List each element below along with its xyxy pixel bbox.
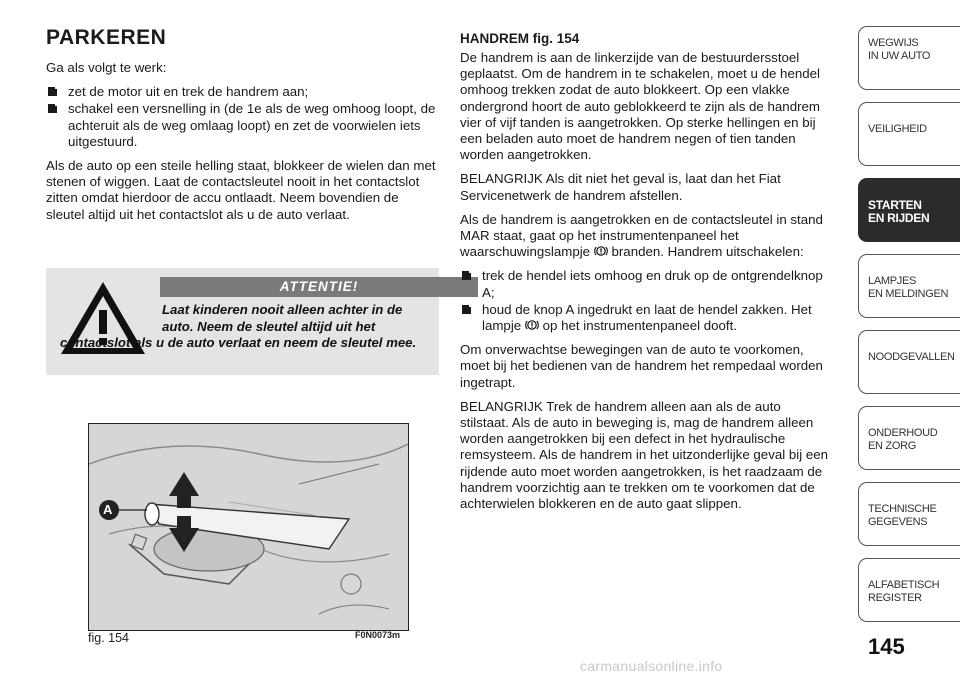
slope-paragraph: Als de auto op een steile helling staat, blokkeer de wielen dan met stenen of wiggen. Laat de contactsleutel nooit in het contactslot zitten omdat hierdoor de accu ontlaadt. Neem bovendien de sleutel altijd uit het contactslot als u de auto verlaat. — [46, 158, 436, 222]
tab-wegwijs[interactable]: WEGWIJS IN UW AUTO — [858, 26, 960, 90]
list-item: schakel een versnelling in (de 1e als de weg omhoog loopt, de achteruit als de weg omlaag loopt) en zet de voorwielen iets uitgestuurd. — [46, 101, 440, 150]
checkbox-bullet-icon — [48, 104, 57, 113]
watermark: carmanualsonline.info — [580, 658, 723, 674]
left-column — [46, 26, 440, 231]
handbrake-p5: BELANGRIJK Trek de handrem alleen aan als de auto stilstaat. Als de auto in beweging is, mag de handrem alleen worden aangetrokken bij een defect in het hydraulische remsysteem. Als de handrem in het uitzonderlijke geval bij een rijdende auto moet worden aangetrokken, is het raadzaam de handrem voorzichtig aan te trekken om te voorkomen dat de achterwielen blokkeren en de auto gaat slippen. — [460, 398, 829, 512]
handbrake-p2: BELANGRIJK Als dit niet het geval is, laat dan het Fiat Servicenetwerk de handrem afstellen. — [460, 171, 781, 203]
tab-onderhoud[interactable]: ONDERHOUD EN ZORG — [858, 406, 960, 470]
checkbox-bullet-icon — [48, 87, 57, 96]
brake-warning-lamp-icon — [525, 318, 539, 332]
tab-alfabetisch-register[interactable]: ALFABETISCH REGISTER — [858, 558, 960, 622]
handbrake-p1: De handrem is aan de linkerzijde van de bestuurdersstoel geplaatst. Om de handrem in te schakelen, moet u de hendel omhoog trekken zodat de auto blokkeert. Op een vlakke ondergrond hoort de auto geblokkeerd te zijn als de handrem vier of vijf tanden is aangetrokken. Op sterke hellingen en bij een beladen auto moet de handrem negen of tien tanden worden aangetrokken. — [460, 50, 820, 163]
brake-warning-lamp-icon — [594, 244, 608, 258]
parking-steps — [46, 84, 440, 150]
tab-technische-gegevens[interactable]: TECHNISCHE GEGEVENS — [858, 482, 960, 546]
handbrake-p3: Als de handrem is aangetrokken en de contactsleutel in stand MAR staat, gaat op het instrumentenpaneel het waarschuwingslampje branden. Handrem uitschakelen: — [460, 211, 823, 260]
tab-noodgevallen[interactable]: NOODGEVALLEN — [858, 330, 960, 394]
handbrake-p4: Om onverwachtse bewegingen van de auto te voorkomen, moet bij het bedienen van de handrem het rempedaal worden ingetrapt. — [460, 342, 823, 390]
figure-caption: fig. 154 — [88, 631, 130, 645]
tab-veiligheid[interactable]: VEILIGHEID — [858, 102, 960, 166]
intro-text: Ga als volgt te werk: — [46, 60, 167, 75]
list-item: trek de hendel iets omhoog en druk op de ontgrendelknop A; — [460, 268, 832, 300]
tab-starten-en-rijden[interactable]: STARTEN EN RIJDEN — [858, 178, 960, 242]
attention-box — [46, 268, 439, 375]
handbrake-illustration — [89, 424, 408, 630]
tab-lampjes[interactable]: LAMPJES EN MELDINGEN — [858, 254, 960, 318]
section-title: PARKEREN — [46, 26, 167, 49]
callout-a-label: A — [103, 502, 113, 517]
list-item: zet de motor uit en trek de handrem aan; — [46, 84, 440, 100]
checkbox-bullet-icon — [462, 305, 471, 314]
page-number: 145 — [868, 634, 905, 659]
right-column — [460, 31, 832, 520]
release-steps — [460, 268, 832, 334]
attention-text: Laat kinderen nooit alleen achter in de auto. Neem de sleutel altijd uit het contactslot als u de auto verlaat en neem de sleutel mee. — [60, 302, 417, 350]
checkbox-bullet-icon — [462, 271, 471, 280]
list-item: houd de knop A ingedrukt en laat de hendel zakken. Het lampje op het instrumentenpaneel dooft. — [460, 302, 832, 334]
attention-label: ATTENTIE! — [160, 277, 478, 297]
handbrake-heading: HANDREM fig. 154 — [460, 31, 580, 46]
handbrake-figure — [88, 423, 409, 631]
figure-code: F0N0073m — [355, 630, 401, 640]
